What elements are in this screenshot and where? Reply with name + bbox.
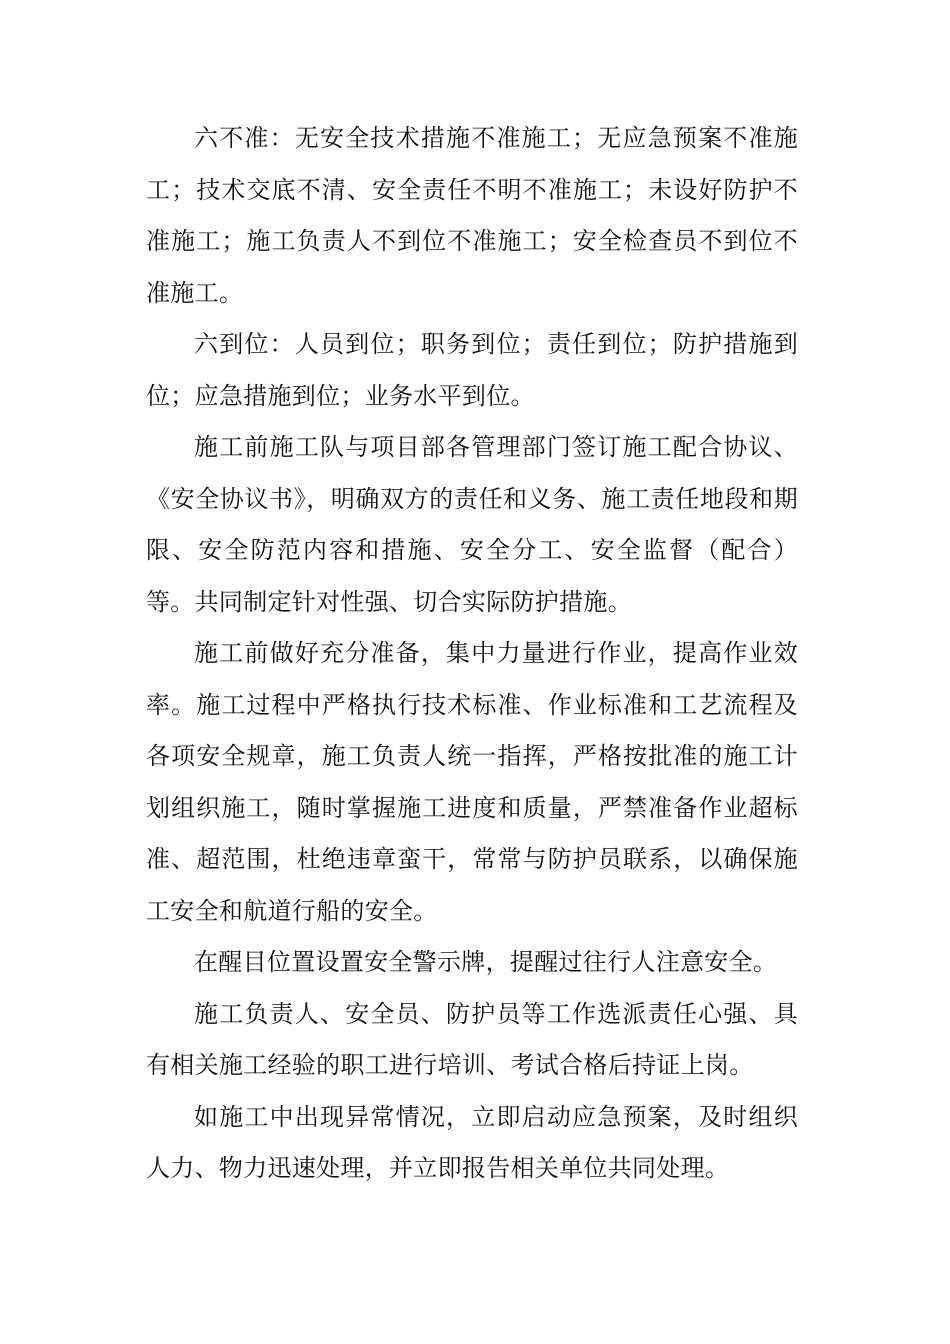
paragraph-emergency-handling: 如施工中出现异常情况，立即启动应急预案，及时组织人力、物力迅速处理，并立即报告相关单位共同处理。: [146, 1102, 798, 1182]
paragraph-agreement: 施工前施工队与项目部各管理部门签订施工配合协议、《安全协议书》，明确双方的责任和义务、施工责任地段和期限、安全防范内容和措施、安全分工、安全监督（配合）等。共同制定针对性强、切合实际防护措施。: [146, 433, 798, 616]
paragraph-personnel-training: 施工负责人、安全员、防护员等工作选派责任心强、具有相关施工经验的职工进行培训、考试合格后持证上岗。: [146, 999, 798, 1079]
paragraph-six-in-place: 六到位：人员到位；职务到位；责任到位；防护措施到位；应急措施到位；业务水平到位。: [146, 330, 798, 410]
paragraph-preparation: 施工前做好充分准备，集中力量进行作业，提高作业效率。施工过程中严格执行技术标准、作业标准和工艺流程及各项安全规章，施工负责人统一指挥，严格按批准的施工计划组织施工，随时掌握施工进度和质量，严禁准备作业超标准、超范围，杜绝违章蛮干，常常与防护员联系，以确保施工安全和航道行船的安全。: [146, 639, 798, 925]
paragraph-six-prohibitions: 六不准：无安全技术措施不准施工；无应急预案不准施工；技术交底不清、安全责任不明不准施工；未设好防护不准施工；施工负责人不到位不准施工；安全检查员不到位不准施工。: [146, 124, 798, 307]
document-body: [146, 113, 798, 1195]
paragraph-warning-signs: 在醒目位置设置安全警示牌，提醒过往行人注意安全。: [194, 948, 778, 976]
